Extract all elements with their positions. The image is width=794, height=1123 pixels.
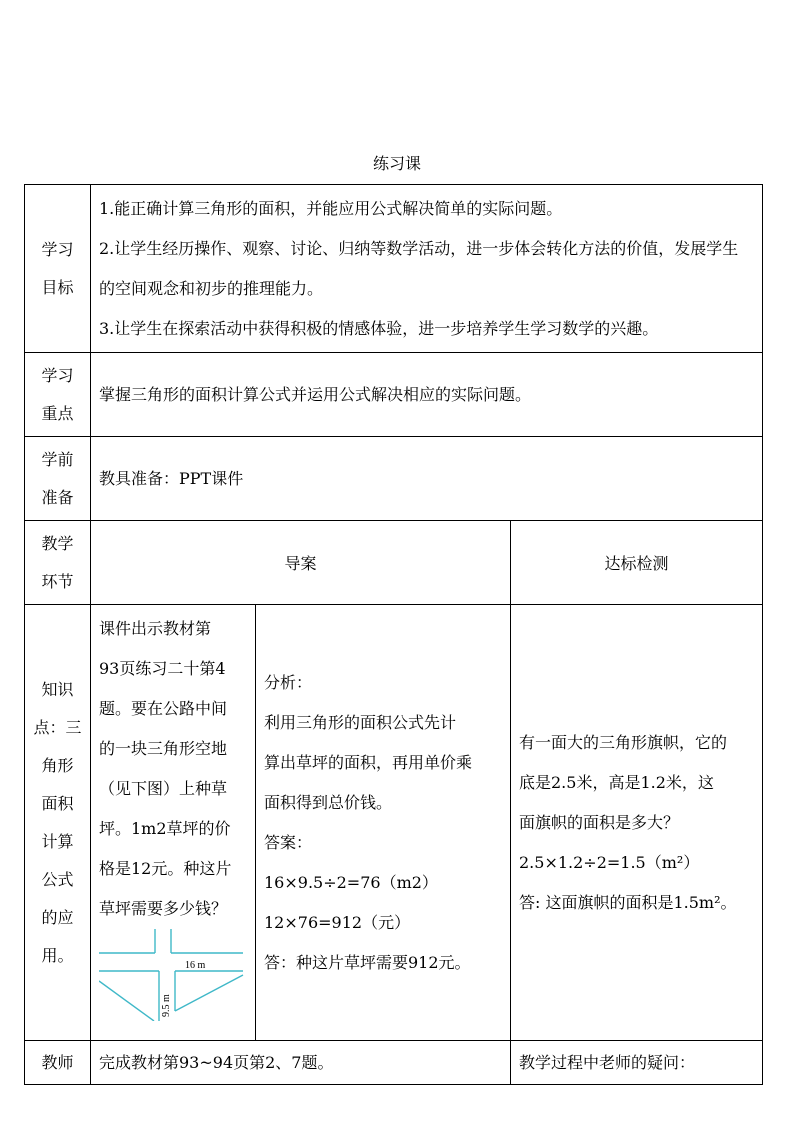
plan-line: 题。要在公路中间 [99, 699, 228, 718]
objectives-label [25, 185, 91, 353]
label-line: 学前 [41, 449, 74, 469]
analysis-line: 算出草坪的面积，再用单价乘 [264, 753, 473, 772]
label-line: 用。 [41, 945, 74, 965]
analysis-content [256, 605, 511, 1041]
plan-line: 课件出示教材第 [99, 619, 212, 638]
plan-line: （见下图）上种草 [99, 779, 228, 798]
label-line: 准备 [41, 487, 74, 507]
label-line: 学习 [41, 365, 74, 385]
objective-item: 1.能正确计算三角形的面积，并能应用公式解决简单的实际问题。 [99, 198, 563, 218]
plan-line: 93页练习二十第4 [99, 659, 226, 678]
check-content [511, 605, 763, 1041]
guide-header: 导案 [91, 521, 511, 605]
teacher-label: 教师 [25, 1041, 91, 1085]
label-line: 面积 [41, 793, 74, 813]
analysis-line: 分析： [264, 673, 313, 692]
check-line: 有一面大的三角形旗帜，它的 [519, 732, 728, 752]
stage-row [25, 521, 763, 605]
label-line: 目标 [41, 277, 74, 297]
label-line: 公式 [41, 869, 74, 889]
preparation-content: 教具准备：PPT课件 [91, 437, 763, 521]
label-line: 教学 [41, 533, 74, 553]
label-line: 计算 [41, 831, 74, 851]
label-line: 角形 [41, 755, 74, 775]
key-points-content: 掌握三角形的面积计算公式并运用公式解决相应的实际问题。 [91, 353, 763, 437]
objective-item: 2.让学生经历操作、观察、讨论、归纳等数学活动，进一步体会转化方法的价值，发展学生的空间观念和初步的推理能力。 [99, 238, 739, 298]
page-title: 练习课 [372, 154, 421, 173]
label-line: 的应 [41, 907, 74, 927]
plan-content [91, 605, 256, 1041]
label-line: 学习 [41, 239, 74, 259]
label-line: 重点 [41, 403, 74, 423]
check-line: 答: 这面旗帜的面积是1.5m²。 [519, 892, 737, 912]
objective-item: 3.让学生在探索活动中获得积极的情感体验，进一步培养学生学习数学的兴趣。 [99, 318, 659, 338]
key-points-label [25, 353, 91, 437]
label-line: 知识 [41, 679, 74, 699]
analysis-line: 答：种这片草坪需要912元。 [264, 953, 471, 972]
objectives-content [91, 185, 763, 353]
knowledge-label [25, 605, 91, 1041]
homework-content: 完成教材第93~94页第2、7题。 [91, 1041, 511, 1085]
objectives-row [25, 185, 763, 353]
analysis-line: 利用三角形的面积公式先计 [264, 713, 457, 732]
key-points-row [25, 353, 763, 437]
teacher-question: 教学过程中老师的疑问： [511, 1041, 763, 1085]
check-line: 底是2.5米，高是1.2米，这 [519, 772, 714, 792]
label-line: 环节 [41, 571, 74, 591]
analysis-line: 面积得到总价钱。 [264, 793, 393, 812]
height-label: 9.5 m [161, 994, 172, 1017]
plan-line: 草坪需要多少钱？ [99, 899, 228, 918]
preparation-label [25, 437, 91, 521]
check-line: 2.5×1.2÷2=1.5（m²） [519, 852, 700, 872]
check-header: 达标检测 [511, 521, 763, 605]
lesson-plan-table [24, 184, 763, 1085]
analysis-line: 12×76=912（元） [264, 913, 411, 932]
analysis-line: 答案： [264, 833, 313, 852]
teacher-row [25, 1041, 763, 1085]
knowledge-row [25, 605, 763, 1041]
analysis-line: 16×9.5÷2=76（m2） [264, 873, 438, 892]
triangle-plot-diagram [99, 929, 247, 1021]
check-line: 面旗帜的面积是多大？ [519, 812, 680, 832]
width-label: 16 m [185, 960, 206, 971]
plan-line: 的一块三角形空地 [99, 739, 228, 758]
label-line: 点：三 [33, 717, 82, 737]
plan-line: 坪。1m2草坪的价 [99, 819, 231, 838]
plan-line: 格是12元。种这片 [99, 859, 232, 878]
stage-label [25, 521, 91, 605]
preparation-row [25, 437, 763, 521]
